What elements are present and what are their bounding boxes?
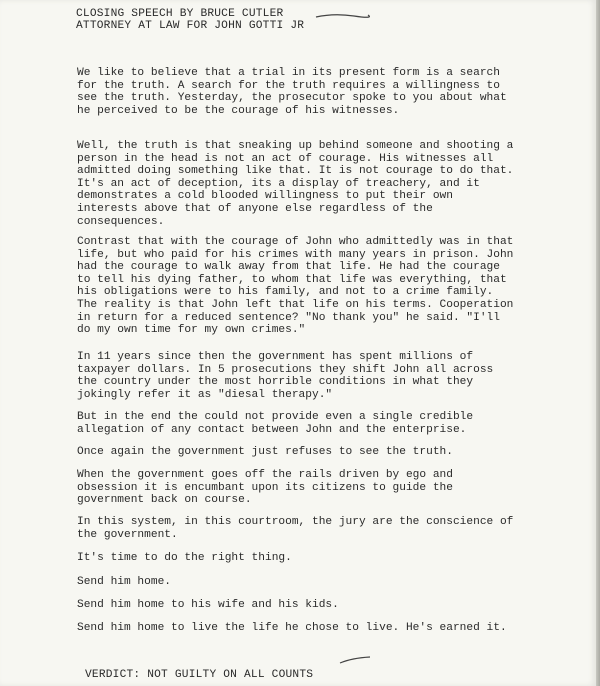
- paragraph-8: In this system, in this courtroom, the jury are the conscience of the government.: [77, 516, 514, 541]
- paragraph-11: Send him home to his wife and his kids.: [77, 599, 339, 611]
- paragraph-6: Once again the government just refuses to see the truth.: [77, 446, 453, 458]
- paragraph-2: Well, the truth is that sneaking up behind someone and shooting a person in the head is not an act of courage. His witnesses all admitted doing something like that. It is not courage to do that. It's an act of deception, its a display of treachery, and it demonstrates a cold blooded willingness to put their own interests above that of anyone else regardless of the consequences.: [77, 140, 514, 228]
- paragraph-3: Contrast that with the courage of John who admittedly was in that life, but who paid for his crimes with many years in prison. John had the courage to walk away from that life. He had the courage to tell his dying father, to whom that life was everything, that his obligations were to his family, and not to a crime family. The reality is that John left that life on his terms. Cooperation in return for a reduced sentence? "No thank you" he said. "I'll do my own time for my own crimes.": [77, 236, 514, 337]
- paragraph-1: We like to believe that a trial in its present form is a search for the truth. A search for the truth requires a willingness to see the truth. Yesterday, the prosecutor spoke to you about what he perceived to be the courage of his witnesses.: [77, 67, 507, 117]
- paragraph-9: It's time to do the right thing.: [77, 552, 292, 564]
- paragraph-4: In 11 years since then the government has spent millions of taxpayer dollars. In 5 prosecutions they shift John all across the country under the most horrible conditions in what they jokingly refer it as "diesal therapy.": [77, 351, 494, 401]
- paragraph-12: Send him home to live the life he chose to live. He's earned it.: [77, 622, 507, 634]
- header-title: CLOSING SPEECH BY BRUCE CUTLER: [76, 8, 284, 20]
- page-edge: [596, 0, 600, 686]
- pen-stroke-mark-bottom: [338, 654, 372, 666]
- paragraph-7: When the government goes off the rails driven by ego and obsession it is encumbant upon its citizens to guide the government back on course.: [77, 469, 453, 507]
- header-subtitle: ATTORNEY AT LAW FOR JOHN GOTTI JR: [76, 20, 305, 32]
- pen-stroke-mark: [314, 11, 370, 21]
- verdict-line: VERDICT: NOT GUILTY ON ALL COUNTS: [85, 669, 314, 681]
- paragraph-5: But in the end the could not provide even a single credible allegation of any contact between John and the enterprise.: [77, 411, 474, 436]
- paragraph-10: Send him home.: [77, 576, 171, 588]
